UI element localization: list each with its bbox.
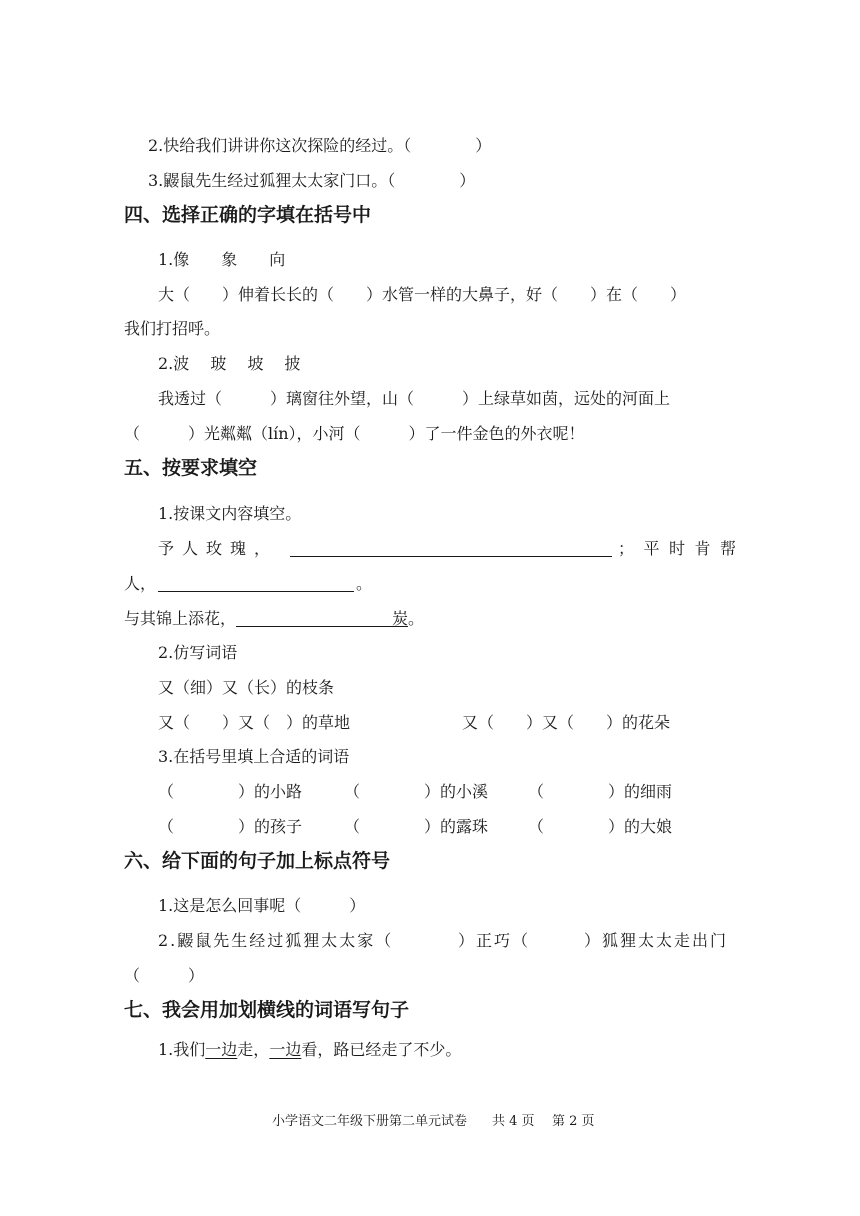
char: 予 [158,539,175,558]
sentence-text: 我透过（ ）璃窗往外望，山（ ）上绿草如茵，远处的河面上 [158,389,671,408]
text-part: 走， [237,1040,270,1059]
answer-blank[interactable] [158,570,354,592]
question-text: 3.鼹鼠先生经过狐狸太太家门口。（ ） [148,171,476,190]
char: 玫 [205,539,222,558]
question-label [0,639,860,667]
page-footer [0,1110,860,1134]
fill-line [0,605,860,633]
fill-line [0,535,860,563]
phrase-row [0,813,860,841]
question-text: 2.鼹鼠先生经过狐狸太太家（ [158,931,394,950]
blank-phrase: 又（ ）又（ ）的草地 [158,713,351,732]
question-item [0,1036,860,1064]
sentence-text: 大（ ）伸着长长的（ ）水管一样的大鼻子，好（ ）在（ ） [158,285,687,304]
label-text: 2.仿写词语 [158,643,238,662]
question-label [0,500,860,528]
phrase-blank: （ ）的细雨 [528,782,673,801]
question-text: ）正巧（ [458,931,531,950]
section-heading: 七、我会用加划横线的词语写句子 [124,999,410,1021]
question-item [0,927,860,955]
fill-line [0,709,860,737]
question-sentence [0,281,860,309]
question-text: ）狐狸太太走出门 [584,931,729,950]
exam-name: 小学语文二年级下册第二单元试卷 [272,1114,468,1129]
char: 帮 [719,539,736,558]
label-text: 3.在括号里填上合适的词语 [158,747,350,766]
char: 时 [668,539,685,558]
text-part: 1.我们 [158,1040,206,1059]
label-text: 1.按课文内容填空。 [158,504,302,523]
char: 平 [643,539,660,558]
question-options [0,246,860,274]
char: ； [618,539,635,558]
section-heading: 六、给下面的句子加上标点符号 [124,850,391,872]
options-text: 2.波 玻 坡 披 [158,354,301,373]
options-text: 1.像 象 向 [158,250,286,269]
underlined-word: 一边 [205,1040,238,1059]
question-text: 1.这是怎么回事呢（ ） [158,896,366,915]
question-sentence [0,315,860,343]
underlined-word: 一边 [269,1040,302,1059]
phrase-blank: （ ）的小溪 [344,782,489,801]
char: ， [253,539,270,558]
current-page: 第 2 页 [552,1114,595,1129]
question-item [0,167,860,195]
spaced-text [158,535,270,563]
total-pages: 共 4 页 [492,1114,535,1129]
text-tail: 炭 [392,609,409,628]
answer-blank[interactable] [236,605,408,627]
char: 人 [181,539,198,558]
phrase-row [0,778,860,806]
section-heading: 四、选择正确的字填在括号中 [124,204,372,226]
question-sentence [0,420,860,448]
answer-blank[interactable] [290,535,612,557]
sentence-text: （ ）光粼粼（lín），小河（ ）了一件金色的外衣呢！ [124,424,585,443]
question-sentence [158,1036,461,1064]
char: 瑰 [229,539,246,558]
question-item [0,892,860,920]
text-end: 。 [408,609,425,628]
question-text: 2.快给我们讲讲你这次探险的经过。（ ） [148,136,492,155]
text-end: 。 [356,574,373,593]
fill-line [0,570,860,598]
sentence-text: 我们打招呼。 [124,319,221,338]
question-item [0,132,860,160]
question-label [0,743,860,771]
text-start: 与其锦上添花， [124,609,237,628]
phrase-blank: （ ）的孩子 [158,817,303,836]
spaced-text [618,535,736,563]
blank-phrase: 又（ ）又（ ）的花朵 [462,713,671,732]
phrase-blank: （ ）的露珠 [344,817,489,836]
question-text: （ ） [124,966,205,985]
question-item [0,962,860,990]
phrase-blank: （ ）的大娘 [528,817,673,836]
phrase-blank: （ ）的小路 [158,782,303,801]
text-start: 人， [124,574,157,593]
question-sentence [0,385,860,413]
text-part: 看，路已经走了不少。 [301,1040,462,1059]
example-line [0,674,860,702]
section-heading: 五、按要求填空 [124,457,258,479]
char: 肯 [694,539,711,558]
example-text: 又（细）又（长）的枝条 [158,678,335,697]
question-options [0,350,860,378]
